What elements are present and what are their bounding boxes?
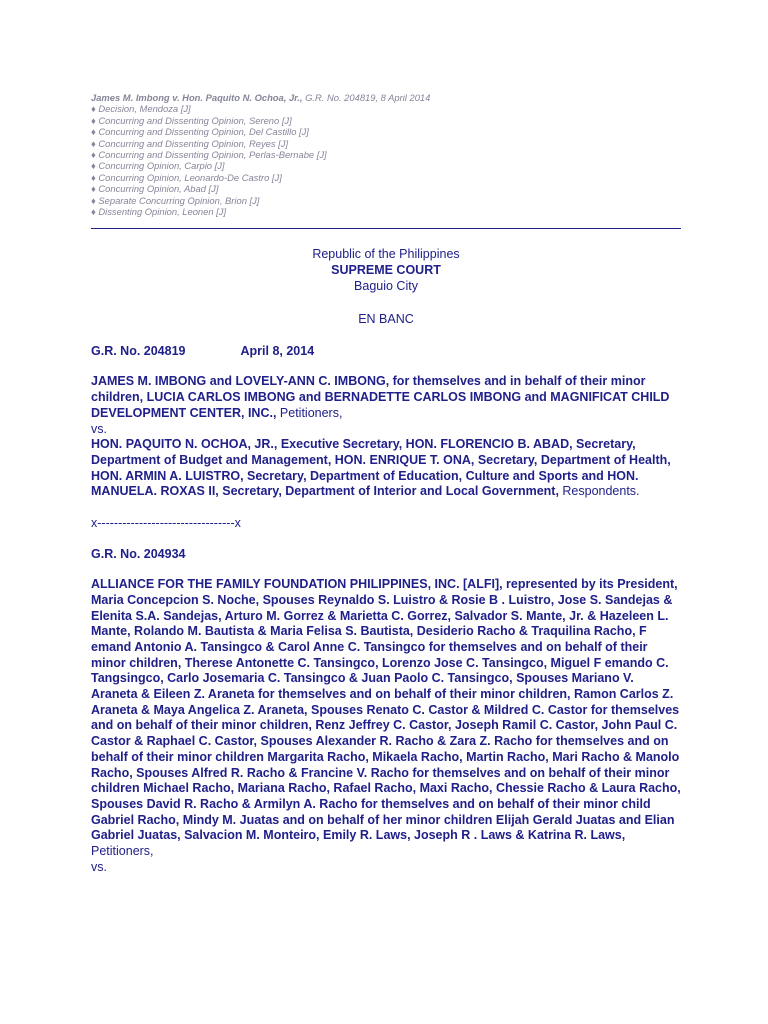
toc-case-line [91,92,681,103]
case1-respondents-names: HON. PAQUITO N. OCHOA, JR., Executive Secretary, HON. FLORENCIO B. ABAD, Secretary, Department of Budget and Management, HON. ENRIQUE T. ONA, Secretary, Department of Health, HON. ARMIN A. LUISTRO, Secretary, Department of Education, Culture and Sports and HON. MANUELA. ROXAS II, Secretary, Department of Interior and Local Government, [91,437,671,499]
case1-date: April 8, 2014 [240,344,315,359]
toc-item-decision[interactable]: ♦ Decision, Mendoza [J] [91,103,681,114]
case2-petitioners-label: Petitioners, [91,844,154,859]
toc-item-carpio[interactable]: ♦ Concurring Opinion, Carpio [J] [91,160,681,171]
document-page [91,92,681,875]
case2-vs: vs. [91,859,107,874]
toc-case-ref: G.R. No. 204819, 8 April 2014 [302,92,431,103]
toc-case-title-link[interactable]: James M. Imbong v. Hon. Paquito N. Ochoa, Jr., [91,92,303,103]
toc-item-sereno[interactable]: ♦ Concurring and Dissenting Opinion, Sereno [J] [91,115,681,126]
case1-respondents [91,437,681,500]
case1-petitioners [91,374,681,421]
case1-gr-number: G.R. No. 204819 [91,344,186,359]
toc-item-leonen[interactable]: ♦ Dissenting Opinion, Leonen [J] [91,206,681,217]
case2-petitioners-names: ALLIANCE FOR THE FAMILY FOUNDATION PHILIPPINES, INC. [ALFI], represented by its President, Maria Concepcion S. Noche, Spouses Reynaldo S. Luistro & Rosie B . Luistro, Jose S. Sandejas & Elenita S.A. Sandejas, Arturo M. Gorrez & Marietta C. Gorrez, Salvador S. Mante, Jr. & Hazeleen L. Mante, Rolando M. Bautista & Maria Felisa S. Bautista, Desiderio Racho & Traquilina Racho, F emand Antonio A. Tansingco & Carol Anne C. Tansingco for themselves and on behalf of their minor children, Therese Antonette C. Tansingco, Lorenzo Jose C. Tansingco, Miguel F emando C. Tangsingco, Carlo Josemaria C. Tansingco & Juan Paolo C. Tansingco, Spouses Mariano V. Araneta & Eileen Z. Araneta for themselves and on behalf of their minor children, Ramon Carlos Z. Araneta & Maya Angelica Z. Araneta, Spouses Renato C. Castor & Mildred C. Castor for themselves and on behalf of their minor children, Renz Jeffrey C. Castor, Joseph Ramil C. Castor, John Paul C. Castor & Raphael C. Castor, Spouses Alexander R. Racho & Zara Z. Racho for themselves and on behalf of their minor children Margarita Racho, Mikaela Racho, Martin Racho, Mari Racho & Manolo Racho, Spouses Alfred R. Racho & Francine V. Racho for themselves and on behalf of their minor children Michael Racho, Mariana Racho, Rafael Racho, Maxi Racho, Chessie Racho & Laura Racho, Spouses David R. Racho & Armilyn A. Racho for themselves and on behalf of their minor child Gabriel Racho, Mindy M. Juatas and on behalf of her minor children Elijah Gerald Juatas and Elian Gabriel Juatas, Salvacion M. Monteiro, Emily R. Laws, Joseph R . Laws & Katrina R. Laws, [91,577,681,843]
case2-petitioners [91,577,681,860]
court-header [91,246,681,294]
court-name: SUPREME COURT [331,263,441,278]
case1-respondents-label: Respondents. [558,484,640,499]
case2-gr-number: G.R. No. 204934 [91,547,186,562]
republic-line: Republic of the Philippines [312,247,460,262]
table-of-contents [91,92,681,217]
case1-gr-line [91,344,681,358]
toc-item-perlas-bernabe[interactable]: ♦ Concurring and Dissenting Opinion, Perlas-Bernabe [J] [91,149,681,160]
division-label: EN BANC [358,312,414,327]
case1-petitioners-label: Petitioners, [276,405,343,420]
court-city: Baguio City [354,279,418,294]
toc-item-brion[interactable]: ♦ Separate Concurring Opinion, Brion [J] [91,195,681,206]
case1-parties [91,374,681,500]
case2-parties [91,577,681,875]
toc-item-leonardo-de-castro[interactable]: ♦ Concurring Opinion, Leonardo-De Castro [J] [91,172,681,183]
case1-vs: vs. [91,421,107,436]
toc-item-abad[interactable]: ♦ Concurring Opinion, Abad [J] [91,183,681,194]
case-separator: x---------------------------------x [91,516,241,531]
case1-petitioners-names: JAMES M. IMBONG and LOVELY-ANN C. IMBONG, for themselves and in behalf of their minor children, LUCIA CARLOS IMBONG and BERNADETTE CARLOS IMBONG and MAGNIFICAT CHILD DEVELOPMENT CENTER, INC., [91,374,670,420]
toc-item-reyes[interactable]: ♦ Concurring and Dissenting Opinion, Reyes [J] [91,138,681,149]
toc-item-del-castillo[interactable]: ♦ Concurring and Dissenting Opinion, Del Castillo [J] [91,126,681,137]
horizontal-divider [91,228,681,229]
